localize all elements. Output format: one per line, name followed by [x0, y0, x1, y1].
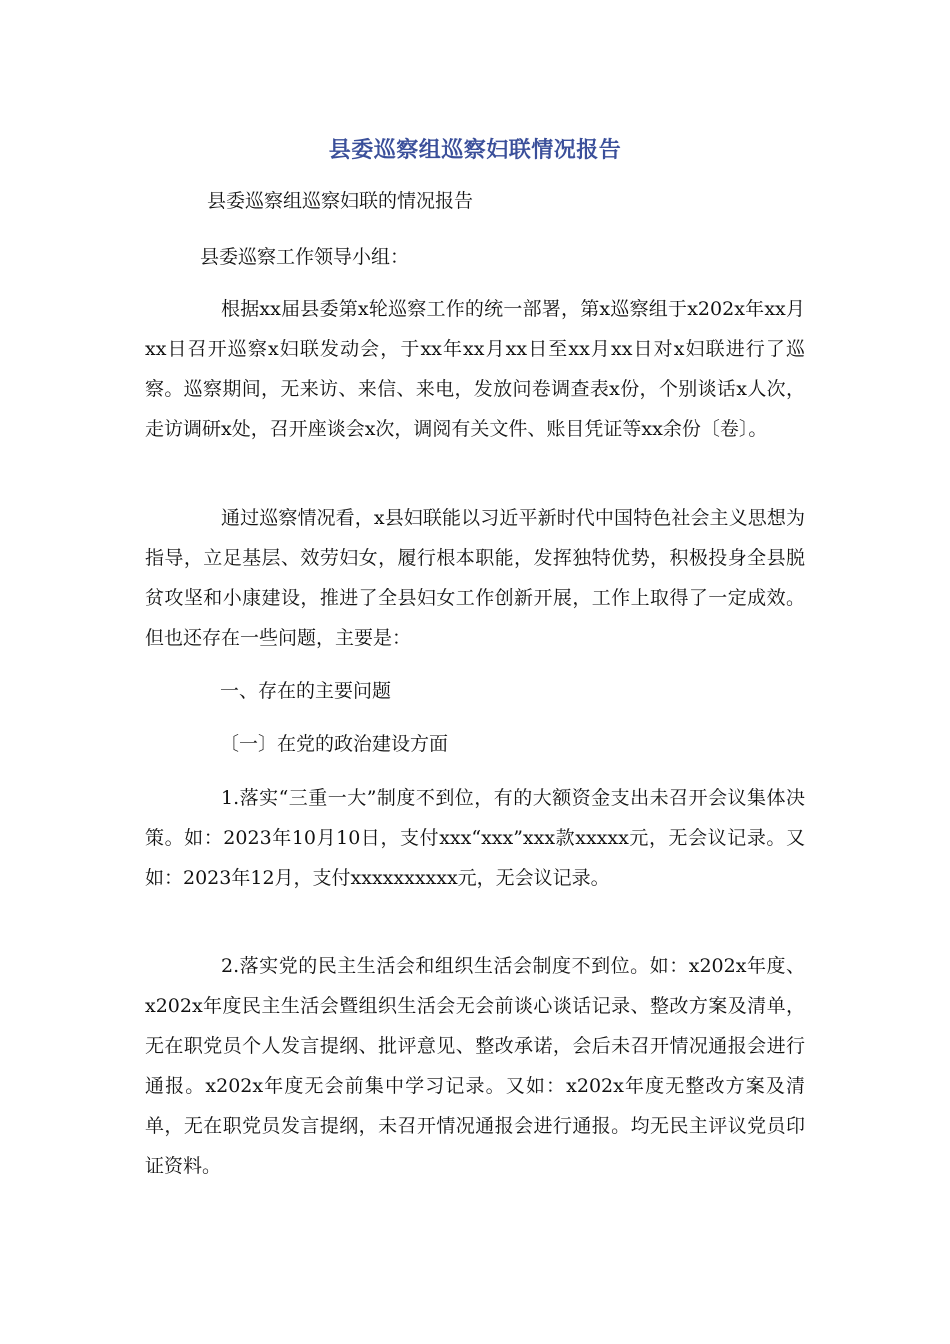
paragraph-2: 通过巡察情况看，x县妇联能以习近平新时代中国特色社会主义思想为指导，立足基层、效劳妇女，履行根本职能，发挥独特优势，积极投身全县脱贫攻坚和小康建设，推进了全县妇女工作创新开展，工作上取得了一定成效。但也还存在一些问题，主要是：: [145, 507, 805, 649]
section-heading-2: 〔一〕在党的政治建设方面: [220, 733, 449, 755]
salutation: 县委巡察工作领导小组：: [200, 246, 410, 268]
document-subtitle: 县委巡察组巡察妇联的情况报告: [207, 190, 474, 212]
paragraph-3: 1.落实“三重一大”制度不到位，有的大额资金支出未召开会议集体决策。如：2023年10月10日，支付xxx“xxx”xxx款xxxxx元，无会议记录。又如：2023年12月，支付xxxxxxxxxx元，无会议记录。: [145, 787, 805, 889]
section-heading-1: 一、存在的主要问题: [220, 680, 392, 702]
paragraph-1: 根据xx届县委第x轮巡察工作的统一部署，第x巡察组于x202x年xx月xx日召开巡察x妇联发动会，于xx年xx月xx日至xx月xx日对x妇联进行了巡察。巡察期间，无来访、来信、来电，发放问卷调查表x份，个别谈话x人次，走访调研x处，召开座谈会x次，调阅有关文件、账目凭证等xx余份〔卷〕。: [145, 298, 805, 440]
paragraph-4: 2.落实党的民主生活会和组织生活会制度不到位。如：x202x年度、x202x年度民主生活会暨组织生活会无会前谈心谈话记录、整改方案及清单，无在职党员个人发言提纲、批评意见、整改承诺，会后未召开情况通报会进行通报。x202x年度无会前集中学习记录。又如：x202x年度无整改方案及清单，无在职党员发言提纲，未召开情况通报会进行通报。均无民主评议党员印证资料。: [145, 955, 805, 1177]
document-title: 县委巡察组巡察妇联情况报告: [328, 138, 622, 163]
